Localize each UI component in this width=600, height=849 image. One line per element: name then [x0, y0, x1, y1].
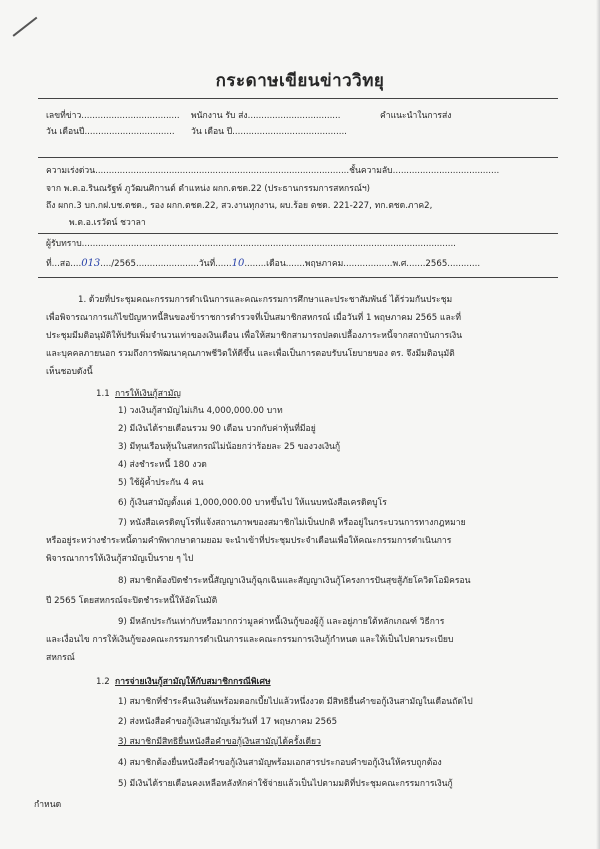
reference-line	[46, 258, 480, 270]
divider	[38, 157, 558, 158]
reference-month: ........เดือน.......พฤษภาคม..................พ.ศ.......2565............	[244, 259, 481, 269]
list-item: 5) ใช้ผู้ค้ำประกัน 4 คน	[118, 478, 204, 488]
reference-year: ..../2565.......................วันที่......	[100, 259, 232, 269]
divider	[38, 233, 558, 234]
paragraph-line: 1. ด้วยที่ประชุมคณะกรรมการดำเนินการและคณะกรรมการศึกษาและประชาสัมพันธ์ ได้ร่วมกันประชุม	[78, 295, 453, 305]
list-item: 4) สมาชิกต้องยื่นหนังสือคำขอกู้เงินสามัญพร้อมเอกสารประกอบคำขอกู้เงินให้ครบถูกต้อง	[118, 758, 442, 768]
list-item: 9) มีหลักประกันเท่ากับหรือมากกว่ามูลค่าหนี้เงินกู้ของผู้กู้ และอยู่ภายใต้หลักเกณฑ์ วิธีการ	[118, 617, 445, 627]
paragraph-line: ประชุมมีมติอนุมัติให้ปรับเพิ่มจำนวนเท่าของเงินเดือน เพื่อให้สมาชิกสามารถปลดเปลื้องภาระหนี้จากสถาบันการเงิน	[46, 331, 463, 341]
list-item-continued: หรืออยู่ระหว่างชำระหนี้ตามคำพิพากษาตามยอม จะนำเข้าที่ประชุมประจำเดือนเพื่อให้คณะกรรมการดำเนินการ	[46, 536, 452, 546]
list-item: 3) สมาชิกมีสิทธิยื่นหนังสือคำขอกู้เงินสามัญได้ครั้งเดียว	[118, 737, 321, 747]
list-item: 3) มีทุนเรือนหุ้นในสหกรณ์ไม่น้อยกว่าร้อยละ 25 ของวงเงินกู้	[118, 442, 341, 452]
list-item-continued: พิจารณาการให้เงินกู้สามัญเป็นราย ๆ ไป	[46, 554, 194, 564]
reference-number: 013	[81, 258, 101, 269]
list-item: 1) วงเงินกู้สามัญไม่เกิน 4,000,000.00 บาท	[118, 406, 283, 416]
list-item-continued: ปี 2565 โดยสหกรณ์จะปิดชำระหนี้ให้อัตโนมัติ	[46, 596, 218, 606]
reference-prefix: ที่...สอ....	[46, 259, 82, 269]
from-line: จาก พ.ต.อ.รินณรัฐพ์ ภูวัฒนศิกานต์ ตำแหน่ง ผกก.ตชด.22 (ประธานกรรมการสหกรณ์ฯ)	[46, 184, 371, 194]
date-field-left: วัน เดือนปี.................................	[46, 127, 175, 137]
date-field-right: วัน เดือน ปี..........................................	[191, 127, 347, 137]
list-item: 7) หนังสือเครดิตบูโรที่แจ้งสถานภาพของสมาชิกไม่เป็นปกติ หรืออยู่ในกระบวนการทางกฎหมาย	[118, 518, 466, 528]
paragraph-line: เห็นชอบดังนี้	[46, 367, 93, 377]
list-item: 4) ส่งชำระหนี้ 180 งวด	[118, 460, 207, 470]
reference-day: 10	[231, 258, 245, 269]
list-item-continued: สหกรณ์	[46, 653, 75, 663]
document-title: กระดาษเขียนข่าววิทยุ	[215, 71, 385, 91]
section-heading: การจ่ายเงินกู้สามัญให้กับสมาชิกกรณีพิเศษ	[115, 677, 271, 687]
paragraph-line: และบุคคลภายนอก รวมถึงการพัฒนาคุณภาพชีวิตให้ดีขึ้น และเพื่อเป็นการตอบรับนโยบายของ ตร. จึงมีมติอนุมัติ	[46, 349, 455, 359]
list-item: 2) ส่งหนังสือคำขอกู้เงินสามัญเริ่มวันที่ 17 พฤษภาคม 2565	[118, 717, 338, 727]
list-item: 8) สมาชิกต้องปิดชำระหนี้สัญญาเงินกู้ฉุกเฉินและสัญญาเงินกู้โครงการปันสุขสู้ภัยโควิดโอมิครอน	[118, 576, 471, 586]
list-item-continued: และเงื่อนไข การให้เงินกู้ของคณะกรรมการดำเนินการและคณะกรรมการเงินกู้กำหนด และให้เป็นไปตามระเบียบ	[46, 635, 454, 645]
message-number-field: เลขที่ข่าว....................................	[46, 111, 180, 121]
divider	[38, 277, 558, 278]
paragraph-line: เพื่อพิจารณาการแก้ไขปัญหาหนี้สินของข้าราชการตำรวจที่เป็นสมาชิกสหกรณ์ เมื่อวันที่ 1 พฤษภาคม 2565 และที่	[46, 313, 462, 323]
scan-edge-shadow	[596, 0, 600, 849]
section-heading: การให้เงินกู้สามัญ	[115, 389, 181, 399]
list-item: 1) สมาชิกที่ชำระคืนเงินต้นพร้อมดอกเบี้ยไปแล้วหนึ่งงวด มีสิทธิยื่นคำขอกู้เงินสามัญในเดือนถัดไป	[118, 697, 473, 707]
list-item: 6) กู้เงินสามัญตั้งแต่ 1,000,000.00 บาทขึ้นไป ให้แนบหนังสือเครดิตบูโร	[118, 498, 387, 508]
section-number: 1.1	[96, 389, 110, 399]
list-item-continued: กำหนด	[34, 800, 62, 810]
sending-advice-label: คำแนะนำในการส่ง	[380, 111, 452, 121]
to-line-continued: พ.ต.อ.เรวัตน์ ชวาลา	[69, 218, 146, 228]
list-item: 2) มีเงินได้รายเดือนรวม 90 เดือน บวกกับค่าหุ้นที่มีอยู่	[118, 424, 316, 434]
operator-field: พนักงาน รับ ส่ง..................................	[191, 111, 341, 121]
to-line: ถึง ผกก.3 บก.กฝ.บช.ตชด., รอง ผกก.ตชด.22, สว.งานทุกงาน, ผบ.ร้อย ตชด. 221-227, ทก.ตชด.ภาค2,	[46, 201, 433, 211]
acknowledged-line: ผู้รับทราบ.........................................................................................................................................	[46, 239, 456, 249]
list-item: 5) มีเงินได้รายเดือนคงเหลือหลังหักค่าใช้จ่ายแล้วเป็นไปตามมติที่ประชุมคณะกรรมการเงินกู้	[118, 779, 453, 789]
scan-pen-mark	[13, 17, 38, 37]
section-number: 1.2	[96, 677, 110, 687]
urgency-secrecy-line: ความเร่งด่วน.............................................................................................ชั้นความลับ.......................................	[46, 166, 500, 176]
divider	[38, 98, 558, 99]
